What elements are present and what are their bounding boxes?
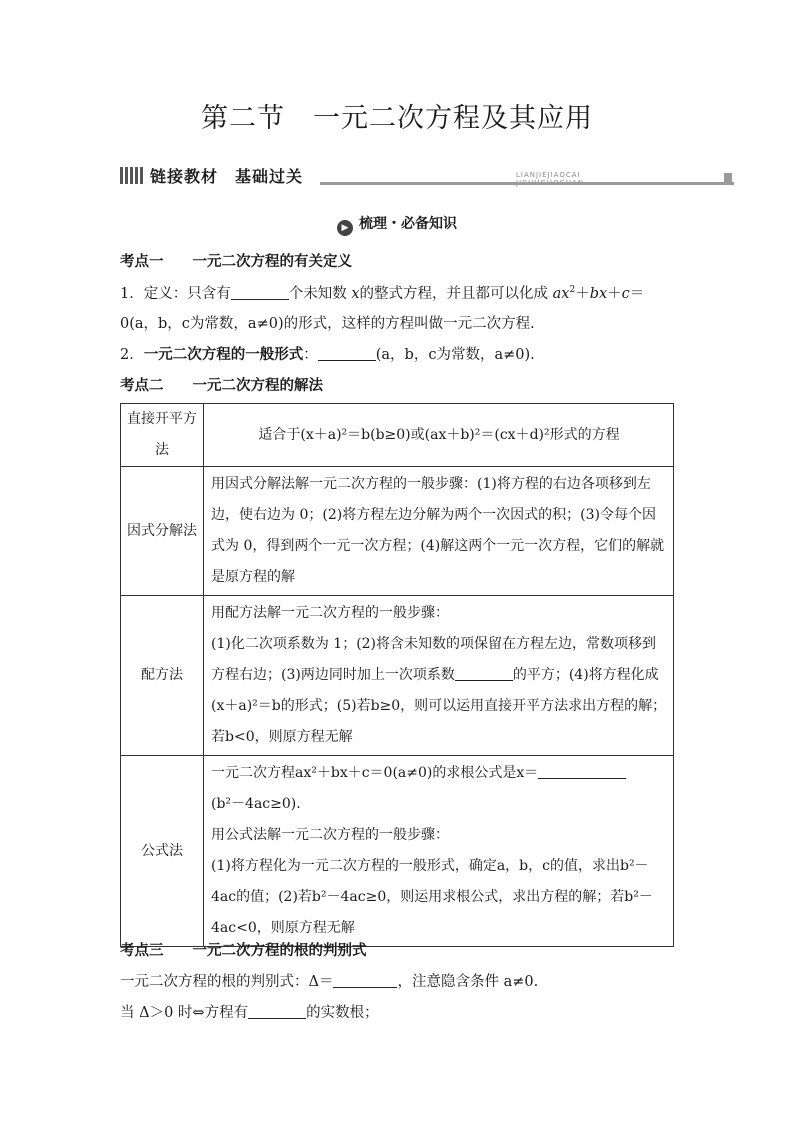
def-text-3: 的整式方程，并且都可以化成 — [359, 286, 549, 302]
method-desc-line: 用公式法解一元二次方程的一般步骤： — [211, 827, 449, 843]
kp3-heading: 考点三 一元二次方程的根的判别式 — [120, 943, 367, 959]
general-text-3: (a，b，c为常数，a≠0). — [375, 347, 535, 363]
method-desc-part: (1)化二次项系数为 1；(2)将含未知数的项保留在方程左边，常数项移到方程右边；(3)两边同时加上一次项系数 — [211, 636, 657, 683]
kp3-text-5: 的实数根； — [306, 1005, 379, 1021]
subheading — [0, 213, 794, 236]
method-name: 直接开平方法 — [121, 404, 204, 467]
play-icon: ▶ — [337, 220, 353, 236]
def-formula: $ax^2+bx+c=$ — [552, 285, 645, 302]
kp3-line2 — [120, 1001, 379, 1022]
general-text-2: ： — [303, 347, 318, 363]
kp2-heading: 考点二 一元二次方程的解法 — [120, 378, 323, 394]
banner-underline — [320, 182, 734, 185]
page-title: 第二节 一元二次方程及其应用 — [201, 103, 593, 134]
banner-label: 链接教材 基础过关 — [150, 167, 304, 186]
table-row — [121, 596, 674, 756]
kp1-heading: 考点一 一元二次方程的有关定义 — [120, 254, 352, 270]
table-row — [121, 756, 674, 947]
banner-bars-icon — [120, 167, 145, 188]
method-name: 公式法 — [121, 756, 204, 947]
section-banner — [120, 164, 614, 186]
general-text-1: 2． — [120, 347, 144, 363]
kp3-text-1: 一元二次方程的根的判别式：Δ＝ — [120, 974, 334, 990]
method-desc-line — [211, 758, 667, 789]
method-desc-part: 的平方；(4)将方程化成(x＋a)²＝b的形式；(5)若b≥0，则可以运用直接开平方法求出方程的解；若b<0，则原方程无解 — [211, 667, 667, 745]
method-name: 配方法 — [121, 596, 204, 756]
method-desc: 适合于(x＋a)²＝b(b≥0)或(ax＋b)²＝(cx＋d)²形式的方程 — [204, 404, 674, 467]
general-blank[interactable] — [318, 346, 376, 361]
kp3-text-2: ，注意隐含条件 — [397, 974, 499, 990]
discriminant-blank[interactable] — [333, 973, 397, 988]
banner-pinyin: LIANJIEJIAOCAI — [516, 171, 581, 179]
method-desc-part: 一元二次方程ax²＋bx＋c＝0(a≠0)的求根公式是x＝ — [211, 765, 539, 781]
method-desc-line: 用配方法解一元二次方程的一般步骤： — [211, 605, 449, 621]
formula-blank[interactable] — [538, 764, 626, 779]
def-text-2: 个未知数 — [288, 286, 347, 302]
table-row — [121, 467, 674, 596]
kp1-general-form — [120, 343, 535, 364]
method-desc — [204, 756, 674, 947]
banner-end-block — [724, 173, 732, 185]
kp1-definition-line2: 0(a，b，c为常数，a≠0)的形式，这样的方程叫做一元二次方程. — [120, 316, 535, 332]
method-desc-line: (b²－4ac≥0). — [211, 796, 301, 812]
kp3-line1 — [120, 970, 538, 991]
method-name: 因式分解法 — [121, 467, 204, 596]
method-desc — [204, 596, 674, 756]
general-bold: 一元二次方程的一般形式 — [143, 347, 304, 363]
method-desc: 用因式分解法解一元二次方程的一般步骤：(1)将方程的右边各项移到左边，使右边为 0；(2)将方程左边分解为两个一次因式的积；(3)令每个因式为 0，得到两个一元一次方程；(4)解这两个一元一次方程，它们的解就是原方程的解 — [204, 467, 674, 596]
table-row — [121, 404, 674, 467]
roots-blank[interactable] — [248, 1004, 306, 1019]
method-desc-line: (1)将方程化为一元二次方程的一般形式，确定a，b，c的值，求出b²－4ac的值；(2)若b²－4ac≥0，则运用求根公式，求出方程的解；若b²－4ac<0，则原方程无解 — [211, 858, 653, 936]
completing-square-blank[interactable] — [455, 666, 513, 681]
methods-table — [120, 403, 674, 947]
subheading-text: 梳理・必备知识 — [359, 216, 457, 232]
kp3-text-4: 当 Δ＞0 时⇔方程有 — [120, 1005, 249, 1021]
def-text-1: 1．定义：只含有 — [120, 286, 231, 302]
def-blank[interactable] — [231, 285, 289, 300]
kp1-definition-line1 — [120, 282, 644, 303]
kp3-text-3: a≠0. — [503, 974, 539, 990]
def-var: x — [351, 286, 360, 302]
